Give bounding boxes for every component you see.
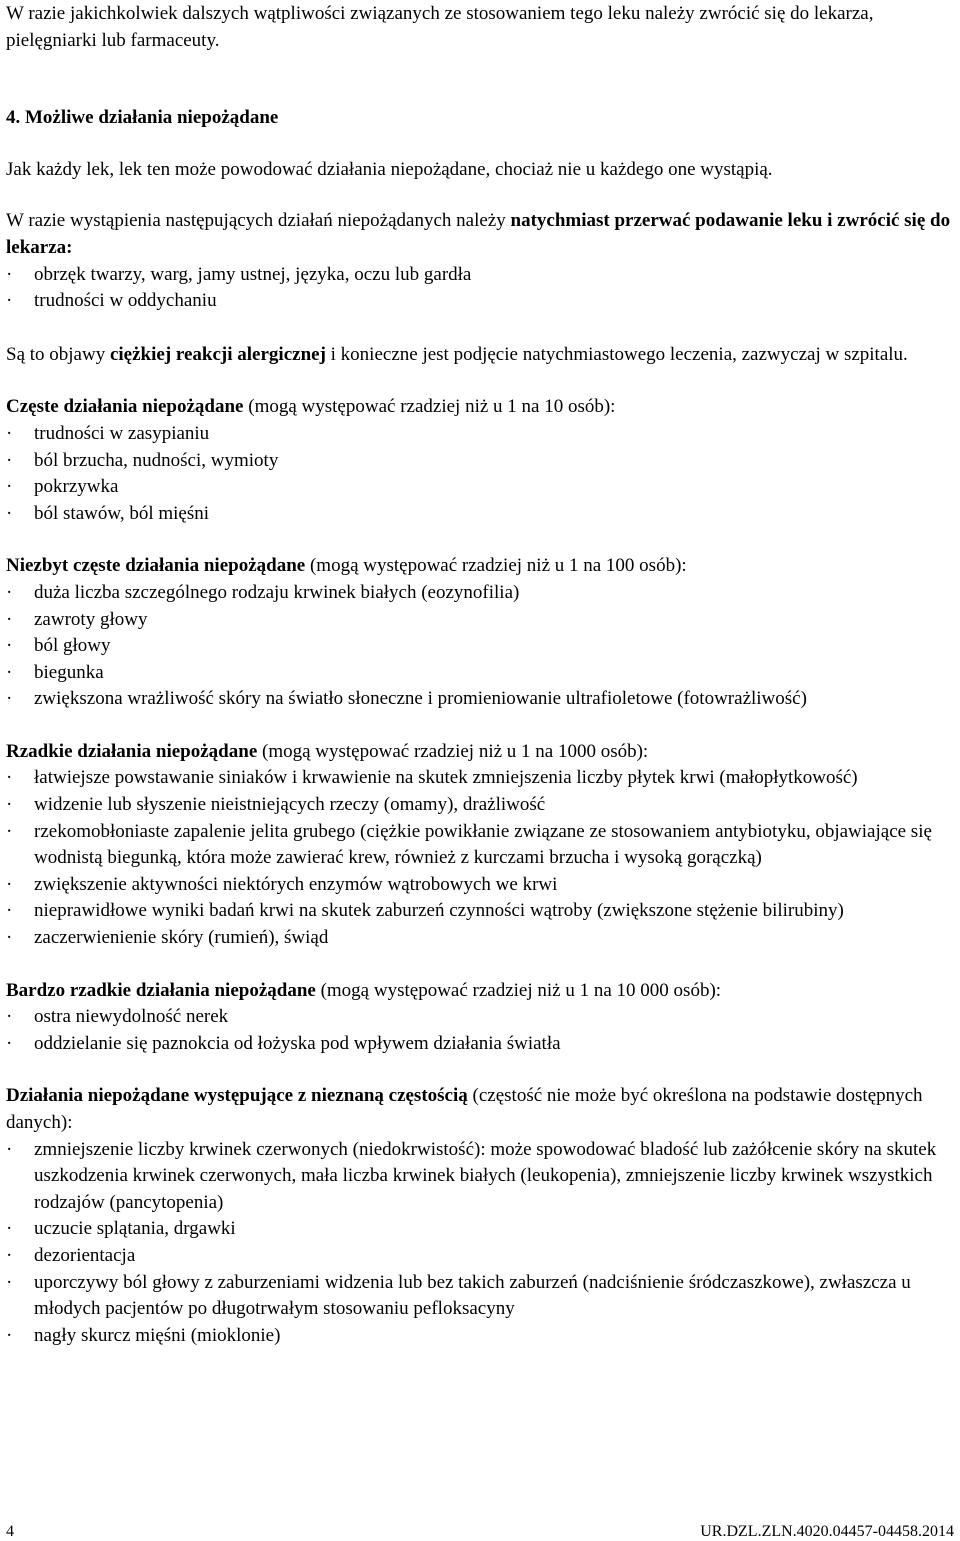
intro-paragraph: W razie jakichkolwiek dalszych wątpliwości związanych ze stosowaniem tego leku należy zwrócić się do lekarza, pielęgniarki lub farmaceuty. <box>6 3 874 51</box>
list-item: · ból stawów, ból mięśni <box>6 501 954 528</box>
rare-frequency: (mogą występować rzadziej niż u 1 na 1000 osób): <box>257 740 649 762</box>
list-item: · obrzęk twarzy, warg, jamy ustnej, języka, oczu lub gardła <box>6 262 954 289</box>
list-item: · biegunka <box>6 660 954 687</box>
very-rare-section <box>6 978 954 1058</box>
rare-section <box>6 739 954 952</box>
uncommon-title: Niezbyt częste działania niepożądane <box>6 555 306 577</box>
uncommon-frequency: (mogą występować rzadziej niż u 1 na 100 osób): <box>305 555 687 577</box>
list-item: · pokrzywka <box>6 474 954 501</box>
list-item: · trudności w zasypianiu <box>6 421 954 448</box>
list-item: · duża liczba szczególnego rodzaju krwinek białych (eozynofilia) <box>6 580 954 607</box>
rare-title: Rzadkie działania niepożądane <box>6 740 258 762</box>
allergy-tail: i konieczne jest podjęcie natychmiastowego leczenia, zazwyczaj w szpitalu. <box>325 343 908 365</box>
uncommon-section <box>6 553 954 713</box>
unknown-header <box>6 1083 954 1136</box>
general-statement: Jak każdy lek, lek ten może powodować działania niepożądane, chociaż nie u każdego one wystąpią. <box>6 158 773 180</box>
document-code: UR.DZL.ZLN.4020.04457-04458.2014 <box>700 1523 954 1540</box>
unknown-title: Działania niepożądane występujące z nieznaną częstością <box>6 1085 468 1107</box>
list-item: · zwiększenie aktywności niektórych enzymów wątrobowych we krwi <box>6 872 954 899</box>
list-item: · uporczywy ból głowy z zaburzeniami widzenia lub bez takich zaburzeń (nadciśnienie śródczaszkowe), zwłaszcza u młodych pacjentów po długotrwałym stosowaniu pefloksacyny <box>6 1270 954 1323</box>
stop-list <box>6 262 954 315</box>
leaflet-page <box>6 0 954 1349</box>
section-heading: 4. Możliwe działania niepożądane <box>6 107 279 129</box>
uncommon-header <box>6 553 954 580</box>
unknown-section <box>6 1083 954 1349</box>
list-item: · uczucie splątania, drgawki <box>6 1216 954 1243</box>
rare-list <box>6 765 954 951</box>
list-item: · nieprawidłowe wyniki badań krwi na skutek zaburzeń czynności wątroby (zwiększone stężenie bilirubiny) <box>6 898 954 925</box>
list-item: · oddzielanie się paznokcia od łożyska pod wpływem działania światła <box>6 1031 954 1058</box>
list-item: · nagły skurcz mięśni (mioklonie) <box>6 1323 954 1350</box>
allergy-paragraph <box>6 342 954 369</box>
list-item: · łatwiejsze powstawanie siniaków i krwawienie na skutek zmniejszenia liczby płytek krwi (małopłytkowość) <box>6 765 954 792</box>
unknown-frequency: (częstość nie może być określona na podstawie dostępnych danych): <box>6 1085 923 1133</box>
stop-lead: W razie wystąpienia następujących działań niepożądanych należy <box>6 210 511 232</box>
list-item: · zaczerwienienie skóry (rumień), świąd <box>6 925 954 952</box>
stop-block <box>6 208 954 314</box>
rare-header <box>6 739 954 766</box>
common-title: Częste działania niepożądane <box>6 396 244 418</box>
list-item: · ostra niewydolność nerek <box>6 1004 954 1031</box>
list-item: · trudności w oddychaniu <box>6 288 954 315</box>
list-item: · rzekomobłoniaste zapalenie jelita grubego (ciężkie powikłanie związane ze stosowaniem antybiotyku, objawiające się wodnistą biegunką, która może zawierać krew, również z kurczami brzucha i wysoką gorączką) <box>6 819 954 872</box>
unknown-list <box>6 1137 954 1350</box>
very-rare-header <box>6 978 954 1005</box>
list-item: · zwiększona wrażliwość skóry na światło słoneczne i promieniowanie ultrafioletowe (fotowrażliwość) <box>6 686 954 713</box>
list-item: · zmniejszenie liczby krwinek czerwonych (niedokrwistość): może spowodować bladość lub zażółcenie skóry na skutek uszkodzenia krwinek czerwonych, mała liczba krwinek białych (leukopenia), zmniejszenie liczby krwinek wszystkich rodzajów (pancytopenia) <box>6 1137 954 1217</box>
very-rare-frequency: (mogą występować rzadziej niż u 1 na 10 000 osób): <box>315 979 722 1001</box>
common-section <box>6 394 954 527</box>
common-header <box>6 394 954 421</box>
very-rare-list <box>6 1004 954 1057</box>
common-frequency: (mogą występować rzadziej niż u 1 na 10 osób): <box>243 396 616 418</box>
very-rare-title: Bardzo rzadkie działania niepożądane <box>6 979 316 1001</box>
stop-bold: natychmiast przerwać podawanie leku i zwrócić się do lekarza: <box>6 210 951 258</box>
common-list <box>6 421 954 527</box>
list-item: · ból brzucha, nudności, wymioty <box>6 448 954 475</box>
list-item: · widzenie lub słyszenie nieistniejących rzeczy (omamy), drażliwość <box>6 792 954 819</box>
uncommon-list <box>6 580 954 713</box>
list-item: · ból głowy <box>6 633 954 660</box>
allergy-lead: Są to objawy <box>6 343 110 365</box>
list-item: · zawroty głowy <box>6 607 954 634</box>
stop-paragraph <box>6 208 954 261</box>
list-item: · dezorientacja <box>6 1243 954 1270</box>
allergy-bold: ciężkiej reakcji alergicznej <box>109 343 326 365</box>
page-number: 4 <box>6 1523 14 1540</box>
